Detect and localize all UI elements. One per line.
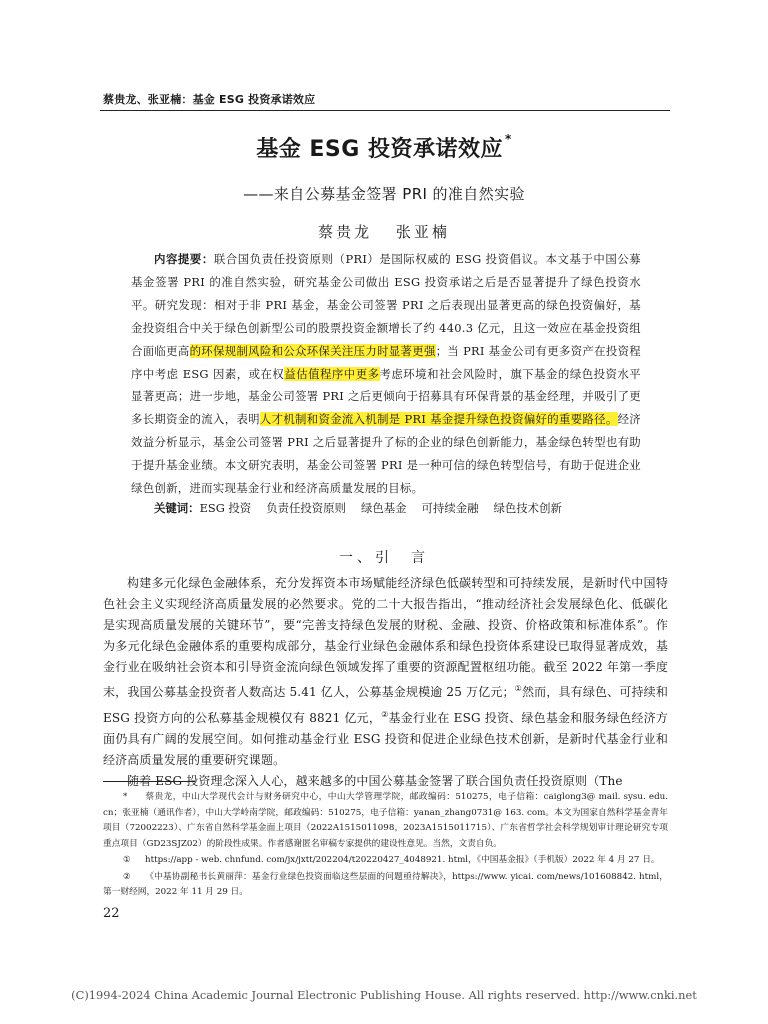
body-paragraph	[103, 573, 668, 771]
author-line	[0, 221, 768, 242]
footnotes	[103, 790, 668, 902]
abstract-text: 经济效益分析显示，基金公司签署 PRI 之后显著提升了标的企业的绿色创新能力，基金绿色转型也有助于提升基金业绩。本文研究表明，基金公司签署 PRI 是一种可信的绿色转型信号，有助于促进企业绿色创新，进而实现基金行业和经济高质量发展的目标。	[131, 412, 641, 496]
keyword: 绿色技术创新	[493, 501, 562, 515]
page-number: 22	[103, 906, 120, 921]
keywords	[131, 499, 691, 517]
keywords-label: 关键词：	[154, 501, 200, 515]
footnote-text: 蔡贵龙，中山大学现代会计与财务研究中心，中山大学管理学院，邮政编码：510275，电子信箱：caiglong3@ mail. sysu. edu. cn；张亚楠（通讯作者），中山大学岭南学院，邮政编码：510275，电子信箱：yanan_zhang0731@ 163. com。本文为国家自然科学基金青年项目（72002223）、广东省自然科学基金面上项目（2022A1515011098，2023A1515011715）、广东省哲学社会科学规划审计理论研究专项重点项目（GD23SJZ02）的阶段性成果。作者感谢匿名审稿专家提供的建设性意见。当然，文责自负。	[103, 792, 668, 849]
article-title	[0, 132, 768, 163]
body-text-run: 基金行业在 ESG 投资、绿色基金和服务绿色经济方面仍具有广阔的发展空间。如何推动基金行业 ESG 投资和促进企业绿色技术创新，是新时代基金行业和经济高质量发展的重要研究课题。	[103, 710, 669, 767]
abstract-text: 联合国负责任投资原则（PRI）是国际权威的 ESG 投资倡议。本文基于中国公募基金签署 PRI 的准自然实验，研究基金公司做出 ESG 投资承诺之后是否显著提升了绿色投资水平。研究发现：相对于非 PRI 基金，基金公司签署 PRI 之后表现出显著更高的绿色投资偏好，基金投资组合中关于绿色创新型公司的股票投资金额增长了约 440.3 亿元，且这一效应在基金投资组合面临更高	[131, 252, 641, 358]
header-rule	[100, 110, 670, 111]
footnote-text: https://app - web. chnfund. com/jx/jxtt/202204/t20220427_4048921. html，《中国基金报》（手机版）2022 年 4 月 27 日。	[145, 855, 660, 865]
running-head: 蔡贵龙、张亚楠：基金 ESG 投资承诺效应	[103, 93, 316, 106]
body-text-run: 构建多元化绿色金融体系，充分发挥资本市场赋能经济绿色低碳转型和可持续发展，是新时代中国特色社会主义实现经济高质量发展的必然要求。党的二十大报告指出，“推动经济社会发展绿色化、低碳化是实现高质量发展的关键环节”，要“完善支持绿色发展的财税、金融、投资、价格政策和标准体系”。作为多元化绿色金融体系的重要构成部分，基金行业绿色金融体系和绿色投资体系建设已取得显著成效，基金行业在吸纳社会资本和引导资金流向绿色领域发挥了重要的资源配置枢纽功能。截至 2022 年第一季度末，我国公募基金投资者人数高达 5.41 亿人，公募基金规模逾 25 万亿元；	[103, 576, 668, 700]
footnote-mark: *	[123, 792, 128, 802]
footnote-ref: ②	[381, 709, 389, 719]
footnote-ref: ①	[514, 684, 522, 694]
body-text	[103, 573, 668, 792]
article-subtitle: ——来自公募基金签署 PRI 的准自然实验	[243, 185, 525, 203]
abstract-text: ；当 PRI 基金公司有更多资产在投资程序中考虑 ESG 因素，或在权	[131, 343, 641, 381]
footnote-mark: ②	[123, 871, 131, 882]
copyright-line: (C)1994-2024 China Academic Journal Electronic Publishing House. All rights reserved. http://www.cnki.net	[71, 988, 697, 1002]
author-name: 张亚楠	[395, 223, 450, 241]
keyword: 负责任投资原则	[266, 501, 346, 515]
abstract-highlight: 益估值程序中更多	[284, 366, 380, 381]
abstract-label: 内容提要：	[154, 252, 214, 266]
section-heading: 一、引 言	[339, 550, 429, 566]
abstract-text: 考虑环境和社会风险时，旗下基金的绿色投资水平显著更高；进一步地，基金公司签署 PRI 之后更倾向于招募具有环保背景的基金经理，并吸引了更多长期资金的流入，表明	[131, 366, 641, 427]
footnote-rule	[103, 781, 195, 782]
keyword: ESG 投资	[199, 501, 252, 515]
keyword: 可持续金融	[421, 501, 479, 515]
footnote	[103, 870, 668, 901]
abstract-highlight: 人才机制和资金流入机制是 PRI 基金提升绿色投资偏好的重要路径。	[259, 412, 618, 427]
body-text-run: 然而，具有绿色、可持续和 ESG 投资方向的公私募基金规模仅有 8821 亿元，	[103, 685, 668, 725]
abstract	[131, 248, 641, 500]
footnote-mark: ①	[123, 855, 131, 865]
footnote	[103, 853, 668, 869]
title-note-mark: *	[504, 132, 512, 146]
author-name: 蔡贵龙	[318, 223, 373, 241]
abstract-highlight: 的环保规制风险和公众环保关注压力时显著更强	[189, 343, 436, 358]
keyword: 绿色基金	[360, 501, 407, 515]
footnote-text: 《中基协副秘书长黄丽萍：基金行业绿色投资面临这些层面的问题亟待解决》，https://www. yicai. com/news/101608842. html，第一财经网，2022 年 11 月 29 日。	[103, 871, 668, 897]
title-text: 基金 ESG 投资承诺效应	[256, 137, 503, 162]
body-text-run: 随着 ESG 投资理念深入人心，越来越多的中国公募基金签署了联合国负责任投资原则（The	[127, 773, 623, 788]
footnote	[103, 790, 668, 852]
